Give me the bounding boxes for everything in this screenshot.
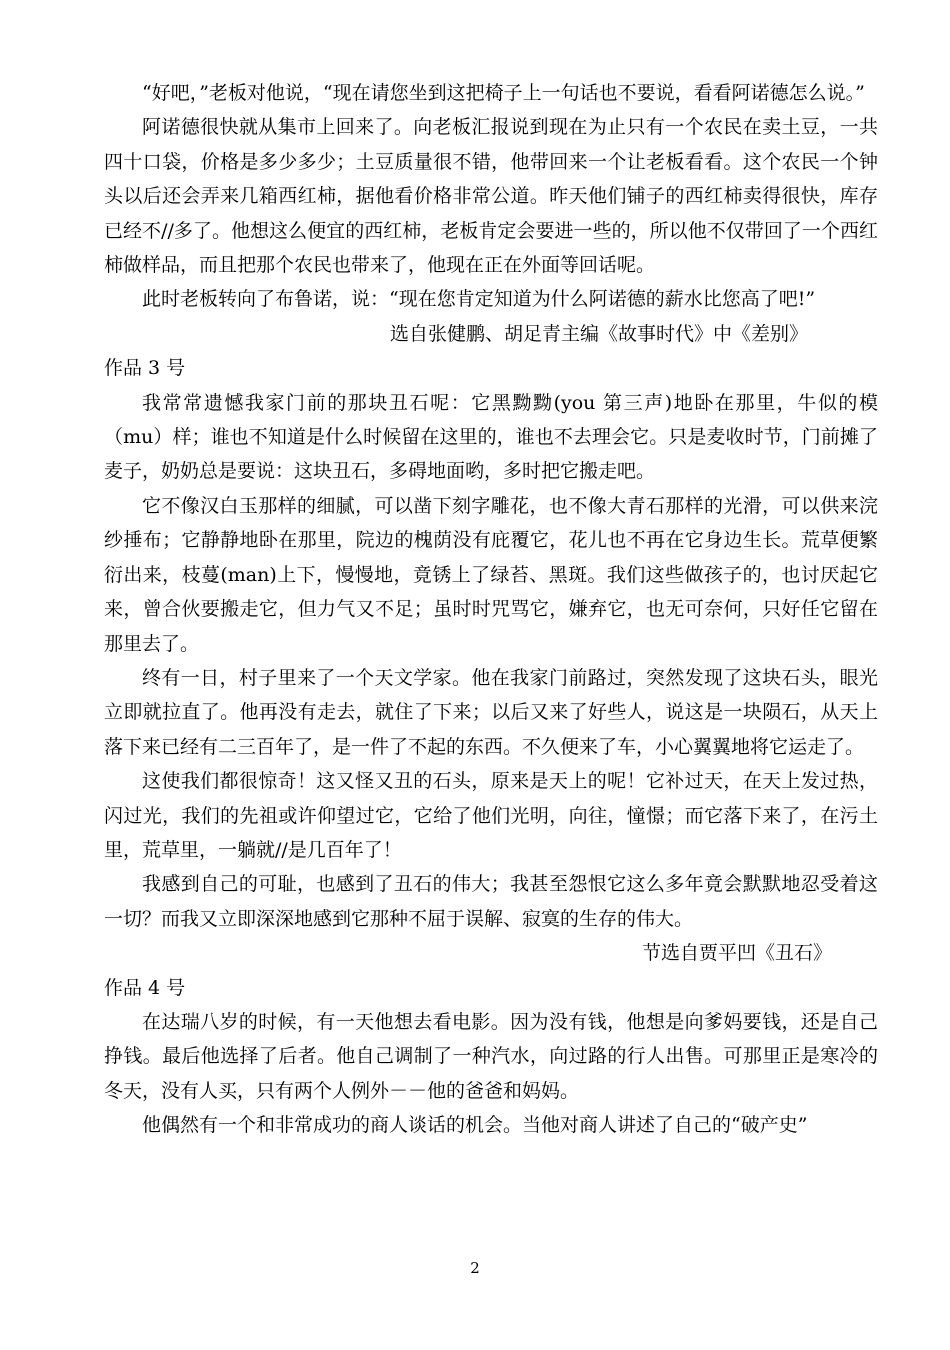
- paragraph: 这使我们都很惊奇！这又怪又丑的石头，原来是天上的呢！它补过天，在天上发过热，闪过光，我们的先祖或许仰望过它，它给了他们光明，向往，憧憬；而它落下来了，在污土里，荒草里，一躺就//是几百年了！: [104, 770, 878, 861]
- paragraph: 终有一日，村子里来了一个天文学家。他在我家门前路过，突然发现了这块石头，眼光立即就拉直了。他再没有走去，就住了下来；以后又来了好些人，说这是一块陨石，从天上落下来已经有二三百年了，是一件了不起的东西。不久便来了车，小心翼翼地将它运走了。: [104, 666, 878, 758]
- source-citation: 选自张健鹏、胡足青主编《故事时代》中《差别》: [389, 322, 808, 345]
- paragraph: 它不像汉白玉那样的细腻，可以凿下刻字雕花，也不像大青石那样的光滑，可以供来浣纱捶布；它静静地卧在那里，院边的槐荫没有庇覆它，花儿也不再在它身边生长。荒草便繁衍出来，枝蔓(man)上下，慢慢地，竟锈上了绿苔、黑斑。我们这些做孩子的，也讨厌起它来，曾合伙要搬走它，但力气又不足；虽时时咒骂它，嫌弃它，也无可奈何，只好任它留在那里去了。: [104, 494, 878, 655]
- page-number: 2: [470, 1259, 480, 1277]
- source-citation: 节选自贾平凹《丑石》: [641, 942, 832, 965]
- paragraph: 此时老板转向了布鲁诺，说：“现在您肯定知道为什么阿诺德的薪水比您高了吧!”: [142, 288, 816, 311]
- paragraph: 他偶然有一个和非常成功的商人谈话的机会。当他对商人讲述了自己的“破产史”: [142, 1114, 808, 1137]
- paragraph: 阿诺德很快就从集市上回来了。向老板汇报说到现在为止只有一个农民在卖土豆，一共四十口袋，价格是多少多少；土豆质量很不错，他带回来一个让老板看看。这个农民一个钟头以后还会弄来几箱西红柿，据他看价格非常公道。昨天他们铺子的西红柿卖得很快，库存已经不//多了。他想这么便宜的西红柿，老板肯定会要进一些的，所以他不仅带回了一个西红柿做样品，而且把那个农民也带来了，他现在正在外面等回话呢。: [104, 116, 878, 277]
- paragraph: 我常常遗憾我家门前的那块丑石呢：它黑黝黝(you 第三声)地卧在那里，牛似的模（mu）样；谁也不知道是什么时候留在这里的，谁也不去理会它。只是麦收时节，门前摊了麦子，奶奶总是要说：这块丑石，多碍地面哟，多时把它搬走吧。: [104, 391, 878, 483]
- paragraph: 在达瑞八岁的时候，有一天他想去看电影。因为没有钱，他想是向爹妈要钱，还是自己挣钱。最后他选择了后者。他自己调制了一种汽水，向过路的行人出售。可那里正是寒冷的冬天，没有人买，只有两个人例外－－他的爸爸和妈妈。: [104, 1010, 878, 1102]
- section-heading: 作品 3 号: [104, 357, 186, 380]
- section-heading: 作品 4 号: [104, 976, 186, 999]
- paragraph: 我感到自己的可耻，也感到了丑石的伟大；我甚至怨恨它这么多年竟会默默地忍受着这一切？而我又立即深深地感到它那种不屈于误解、寂寞的生存的伟大。: [104, 873, 878, 930]
- paragraph: “好吧，”老板对他说，“现在请您坐到这把椅子上一句话也不要说，看看阿诺德怎么说。”: [142, 82, 865, 104]
- page-content: [104, 76, 878, 1143]
